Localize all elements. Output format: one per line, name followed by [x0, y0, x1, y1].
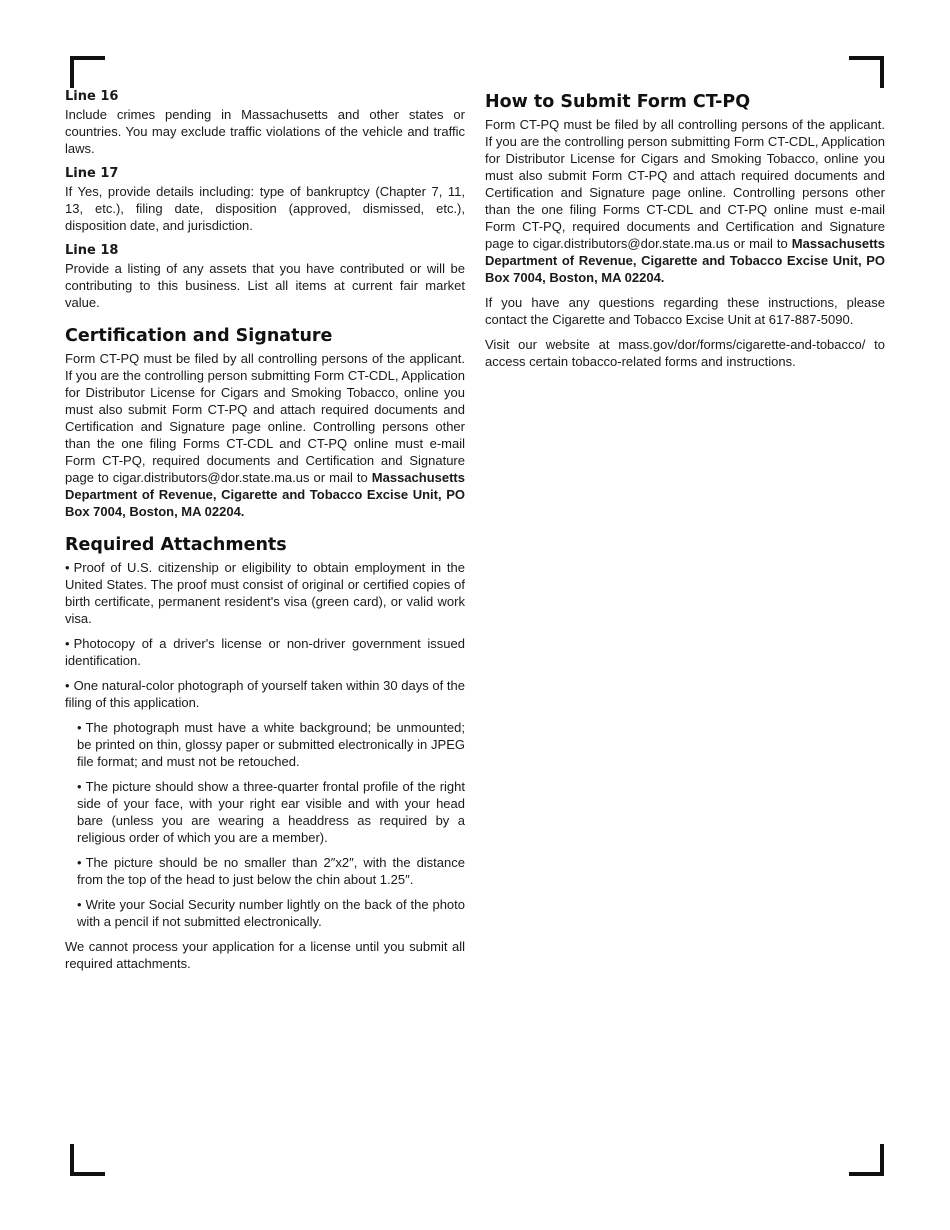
- line-18-heading: Line 18: [65, 243, 119, 258]
- bullet-glyph: •: [77, 897, 82, 912]
- submit-text: [485, 116, 885, 286]
- crop-mark-bottom-left: [70, 1144, 105, 1176]
- photo-requirement-size: • The picture should be no smaller than 2″x2″, with the distance from the top of the head to just below the chin about 1.25″.: [77, 855, 465, 887]
- attachment-item-license: • Photocopy of a driver's license or non-driver government issued identification.: [65, 636, 465, 668]
- questions-text: If you have any questions regarding these instructions, please contact the Cigarette and Tobacco Excise Unit at 617-887-5090.: [485, 295, 885, 327]
- line-16-heading: Line 16: [65, 89, 119, 104]
- certification-text: [65, 350, 465, 520]
- bullet-glyph: •: [65, 678, 70, 693]
- line-17-text: If Yes, provide details including: type of bankruptcy (Chapter 7, 11, 13, etc.), filing date, disposition (approved, dismissed, etc.), disposition date, and jurisdiction.: [65, 184, 465, 233]
- submit-heading: How to Submit Form CT-PQ: [485, 92, 751, 112]
- certification-address: Massachusetts Department of Revenue, Cigarette and Tobacco Excise Unit, PO Box 7004, Boston, MA 02204.: [65, 470, 465, 519]
- crop-mark-bottom-right: [849, 1144, 884, 1176]
- line-17-section: [65, 165, 465, 234]
- attachments-closing-text: We cannot process your application for a license until you submit all required attachments.: [65, 939, 465, 971]
- line-17-heading: Line 17: [65, 166, 119, 181]
- left-column: [65, 88, 465, 980]
- attachment-item-citizenship: • Proof of U.S. citizenship or eligibility to obtain employment in the United States. The proof must consist of original or certified copies of birth certificate, permanent resident's visa (green card), or valid work visa.: [65, 560, 465, 626]
- bullet-glyph: •: [77, 779, 82, 794]
- crop-mark-top-right: [849, 56, 884, 88]
- line-16-section: [65, 88, 465, 157]
- bullet-glyph: •: [77, 720, 82, 735]
- website-text: Visit our website at mass.gov/dor/forms/cigarette-and-tobacco/ to access certain tobacco-related forms and instructions.: [485, 337, 885, 369]
- submit-body: Form CT-PQ must be filed by all controlling persons of the applicant. If you are the controlling person submitting Form CT-CDL, Application for Distributor License for Cigars and Smoking Tobacco, online you must also submit Form CT-PQ and attach required documents and Certification and Signature page online. Controlling persons other than the one filing Forms CT-CDL and CT-PQ online must e-mail Form CT-PQ, required documents and Certification and Signature page to cigar.distributors@dor.state.ma.us or mail to: [485, 117, 885, 251]
- photo-requirement-background: • The photograph must have a white background; be unmounted; be printed on thin, glossy paper or submitted electronically in JPEG file format; and must not be retouched.: [77, 720, 465, 769]
- bullet-glyph: •: [65, 636, 70, 651]
- line-16-text: Include crimes pending in Massachusetts and other states or countries. You may exclude traffic violations of the vehicle and traffic laws.: [65, 107, 465, 156]
- bullet-glyph: •: [77, 855, 82, 870]
- attachment-item-photograph: • One natural-color photograph of yourself taken within 30 days of the filing of this application.: [65, 678, 465, 710]
- right-column: [485, 88, 885, 378]
- crop-mark-top-left: [70, 56, 105, 88]
- line-18-text: Provide a listing of any assets that you have contributed or will be contributing to this business. List all items at current fair market value.: [65, 261, 465, 310]
- bullet-glyph: •: [65, 560, 70, 575]
- submit-address: Massachusetts Department of Revenue, Cigarette and Tobacco Excise Unit, PO Box 7004, Boston, MA 02204.: [485, 236, 885, 285]
- attachments-heading: Required Attachments: [65, 535, 287, 555]
- photo-requirement-ssn: • Write your Social Security number lightly on the back of the photo with a pencil if not submitted electronically.: [77, 897, 465, 929]
- photo-requirement-profile: • The picture should show a three-quarter frontal profile of the right side of your face, with your right ear visible and with your head bare (unless you are wearing a headdress as required by a religious order of which you are a member).: [77, 779, 465, 845]
- certification-heading: Certification and Signature: [65, 326, 333, 346]
- line-18-section: [65, 242, 465, 311]
- certification-body: Form CT-PQ must be filed by all controlling persons of the applicant. If you are the controlling person submitting Form CT-CDL, Application for Distributor License for Cigars and Smoking Tobacco, online you must also submit Form CT-PQ and attach required documents and Certification and Signature page online. Controlling persons other than the one filing Forms CT-CDL and CT-PQ online must e-mail Form CT-PQ, required documents and Certification and Signature page to cigar.distributors@dor.state.ma.us or mail to: [65, 351, 465, 485]
